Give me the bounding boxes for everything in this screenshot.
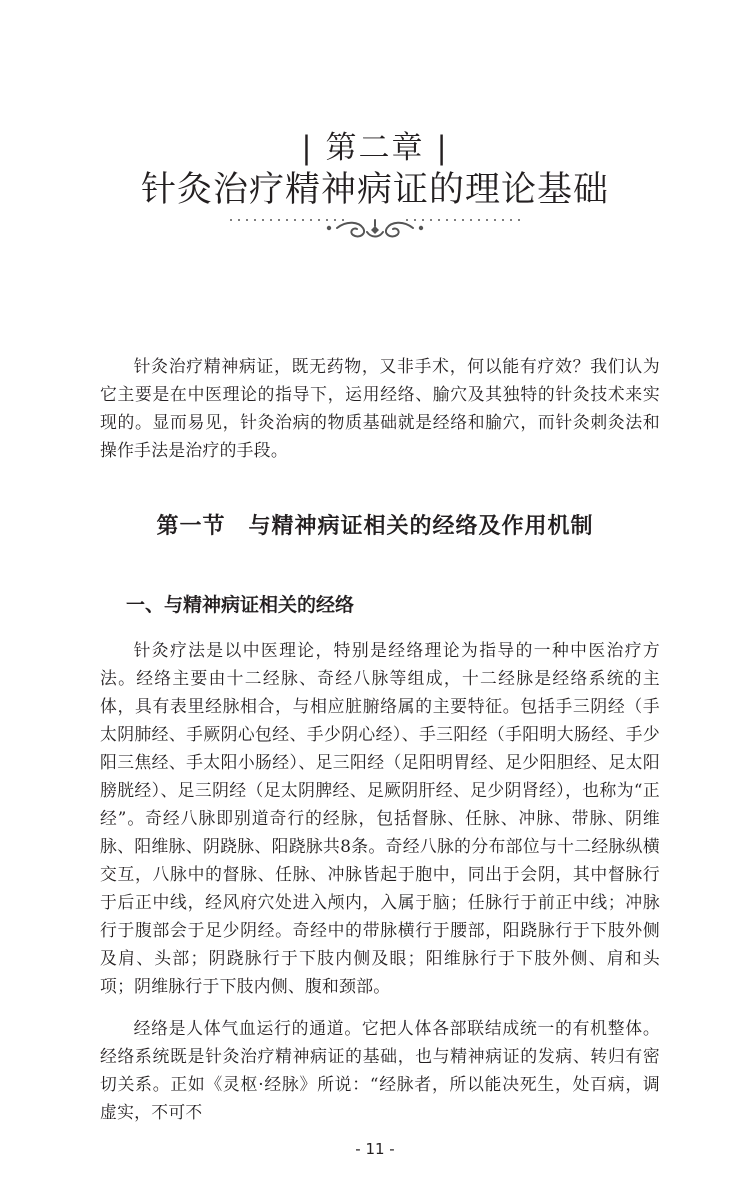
section-title: 第一节 与精神病证相关的经络及作用机制: [156, 514, 594, 539]
subsection-title: 一、与精神病证相关的经络: [126, 594, 355, 616]
intro-paragraph: 针灸治疗精神病证，既无药物，又非手术，何以能有疗效？我们认为它主要是在中医理论的指导下，运用经络、腧穴及其独特的针灸技术来实现的。显而易见，针灸治病的物质基础就是经络和腧穴，而针灸刺灸法和操作手法是治疗的手段。: [100, 356, 660, 460]
body-paragraph: 经络是人体气血运行的通道。它把人体各部联结成统一的有机整体。经络系统既是针灸治疗精神病证的基础，也与精神病证的发病、转归有密切关系。正如《灵枢·经脉》所说：“经脉者，所以能决死生，处百病，调虚实，不可不: [100, 1018, 660, 1122]
scroll-ornament-icon: [225, 212, 525, 244]
page-number: - 11 -: [355, 1140, 395, 1158]
chapter-label: | 第二章 |: [301, 130, 449, 166]
body-paragraph: 针灸疗法是以中医理论，特别是经络理论为指导的一种中医治疗方法。经络主要由十二经脉、奇经八脉等组成，十二经脉是经络系统的主体，具有表里经脉相合，与相应脏腑络属的主要特征。包括手三阴经（手太阴肺经、手厥阴心包经、手少阴心经）、手三阳经（手阳明大肠经、手少阳三焦经、手太阳小肠经）、足三阳经（足阳明胃经、足少阳胆经、足太阳膀胱经）、足三阴经（足太阴脾经、足厥阴肝经、足少阴肾经），也称为“正经”。奇经八脉即别道奇行的经脉，包括督脉、任脉、冲脉、带脉、阴维脉、阳维脉、阴跷脉、阳跷脉共8条。奇经八脉的分布部位与十二经脉纵横交互，八脉中的督脉、任脉、冲脉皆起于胞中，同出于会阴，其中督脉行于后正中线，经风府穴处进入颅内，入属于脑；任脉行于前正中线；冲脉行于腹部会于足少阴经。奇经中的带脉横行于腰部，阳跷脉行于下肢外侧及肩、头部；阴跷脉行于下肢内侧及眼；阳维脉行于下肢外侧、肩和头项；阴维脉行于下肢内侧、腹和颈部。: [100, 640, 660, 996]
chapter-title: 针灸治疗精神病证的理论基础: [140, 170, 609, 210]
